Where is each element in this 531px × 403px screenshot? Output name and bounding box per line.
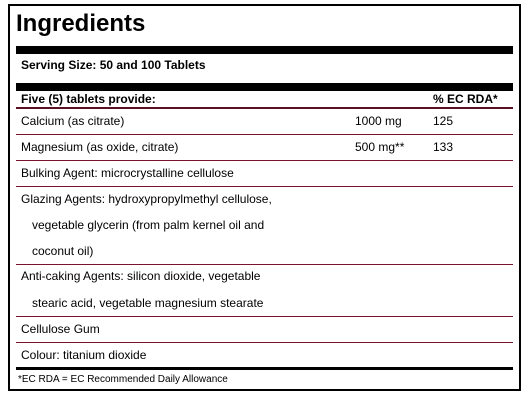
row-divider [16,264,513,265]
serving-size: Serving Size: 50 and 100 Tablets [21,58,206,72]
row-calcium-amount: 1000 mg [355,114,402,128]
row-divider [16,342,513,343]
title-divider [16,46,513,54]
row-magnesium-amount: 500 mg** [355,140,405,154]
anti-caking-line-2: stearic acid, vegetable magnesium stearate [32,296,264,310]
cellulose-gum: Cellulose Gum [21,322,100,336]
footer-divider [16,367,513,370]
row-divider [16,316,513,317]
rda-header: % EC RDA* [433,92,498,106]
row-divider [16,134,513,135]
footnote: *EC RDA = EC Recommended Daily Allowance [18,374,228,385]
glazing-agents-line-2: vegetable glycerin (from palm kernel oil and [32,218,265,232]
panel-title: Ingredients [16,10,146,37]
provides-header: Five (5) tablets provide: [21,92,156,106]
row-divider [16,186,513,187]
row-divider [16,160,513,161]
colour: Colour: titanium dioxide [21,348,147,362]
row-magnesium-rda: 133 [433,140,454,154]
header-divider [16,107,513,109]
ingredients-panel [8,4,521,391]
row-calcium-name: Calcium (as citrate) [21,114,125,128]
row-calcium-rda: 125 [433,114,454,128]
glazing-agents-line-3: coconut oil) [32,244,94,258]
serving-divider [16,83,513,91]
row-magnesium-name: Magnesium (as oxide, citrate) [21,140,179,154]
glazing-agents-line-1: Glazing Agents: hydroxypropylmethyl cellulose, [21,192,272,206]
anti-caking-line-1: Anti-caking Agents: silicon dioxide, vegetable [21,269,261,283]
bulking-agent: Bulking Agent: microcrystalline cellulose [21,166,234,180]
